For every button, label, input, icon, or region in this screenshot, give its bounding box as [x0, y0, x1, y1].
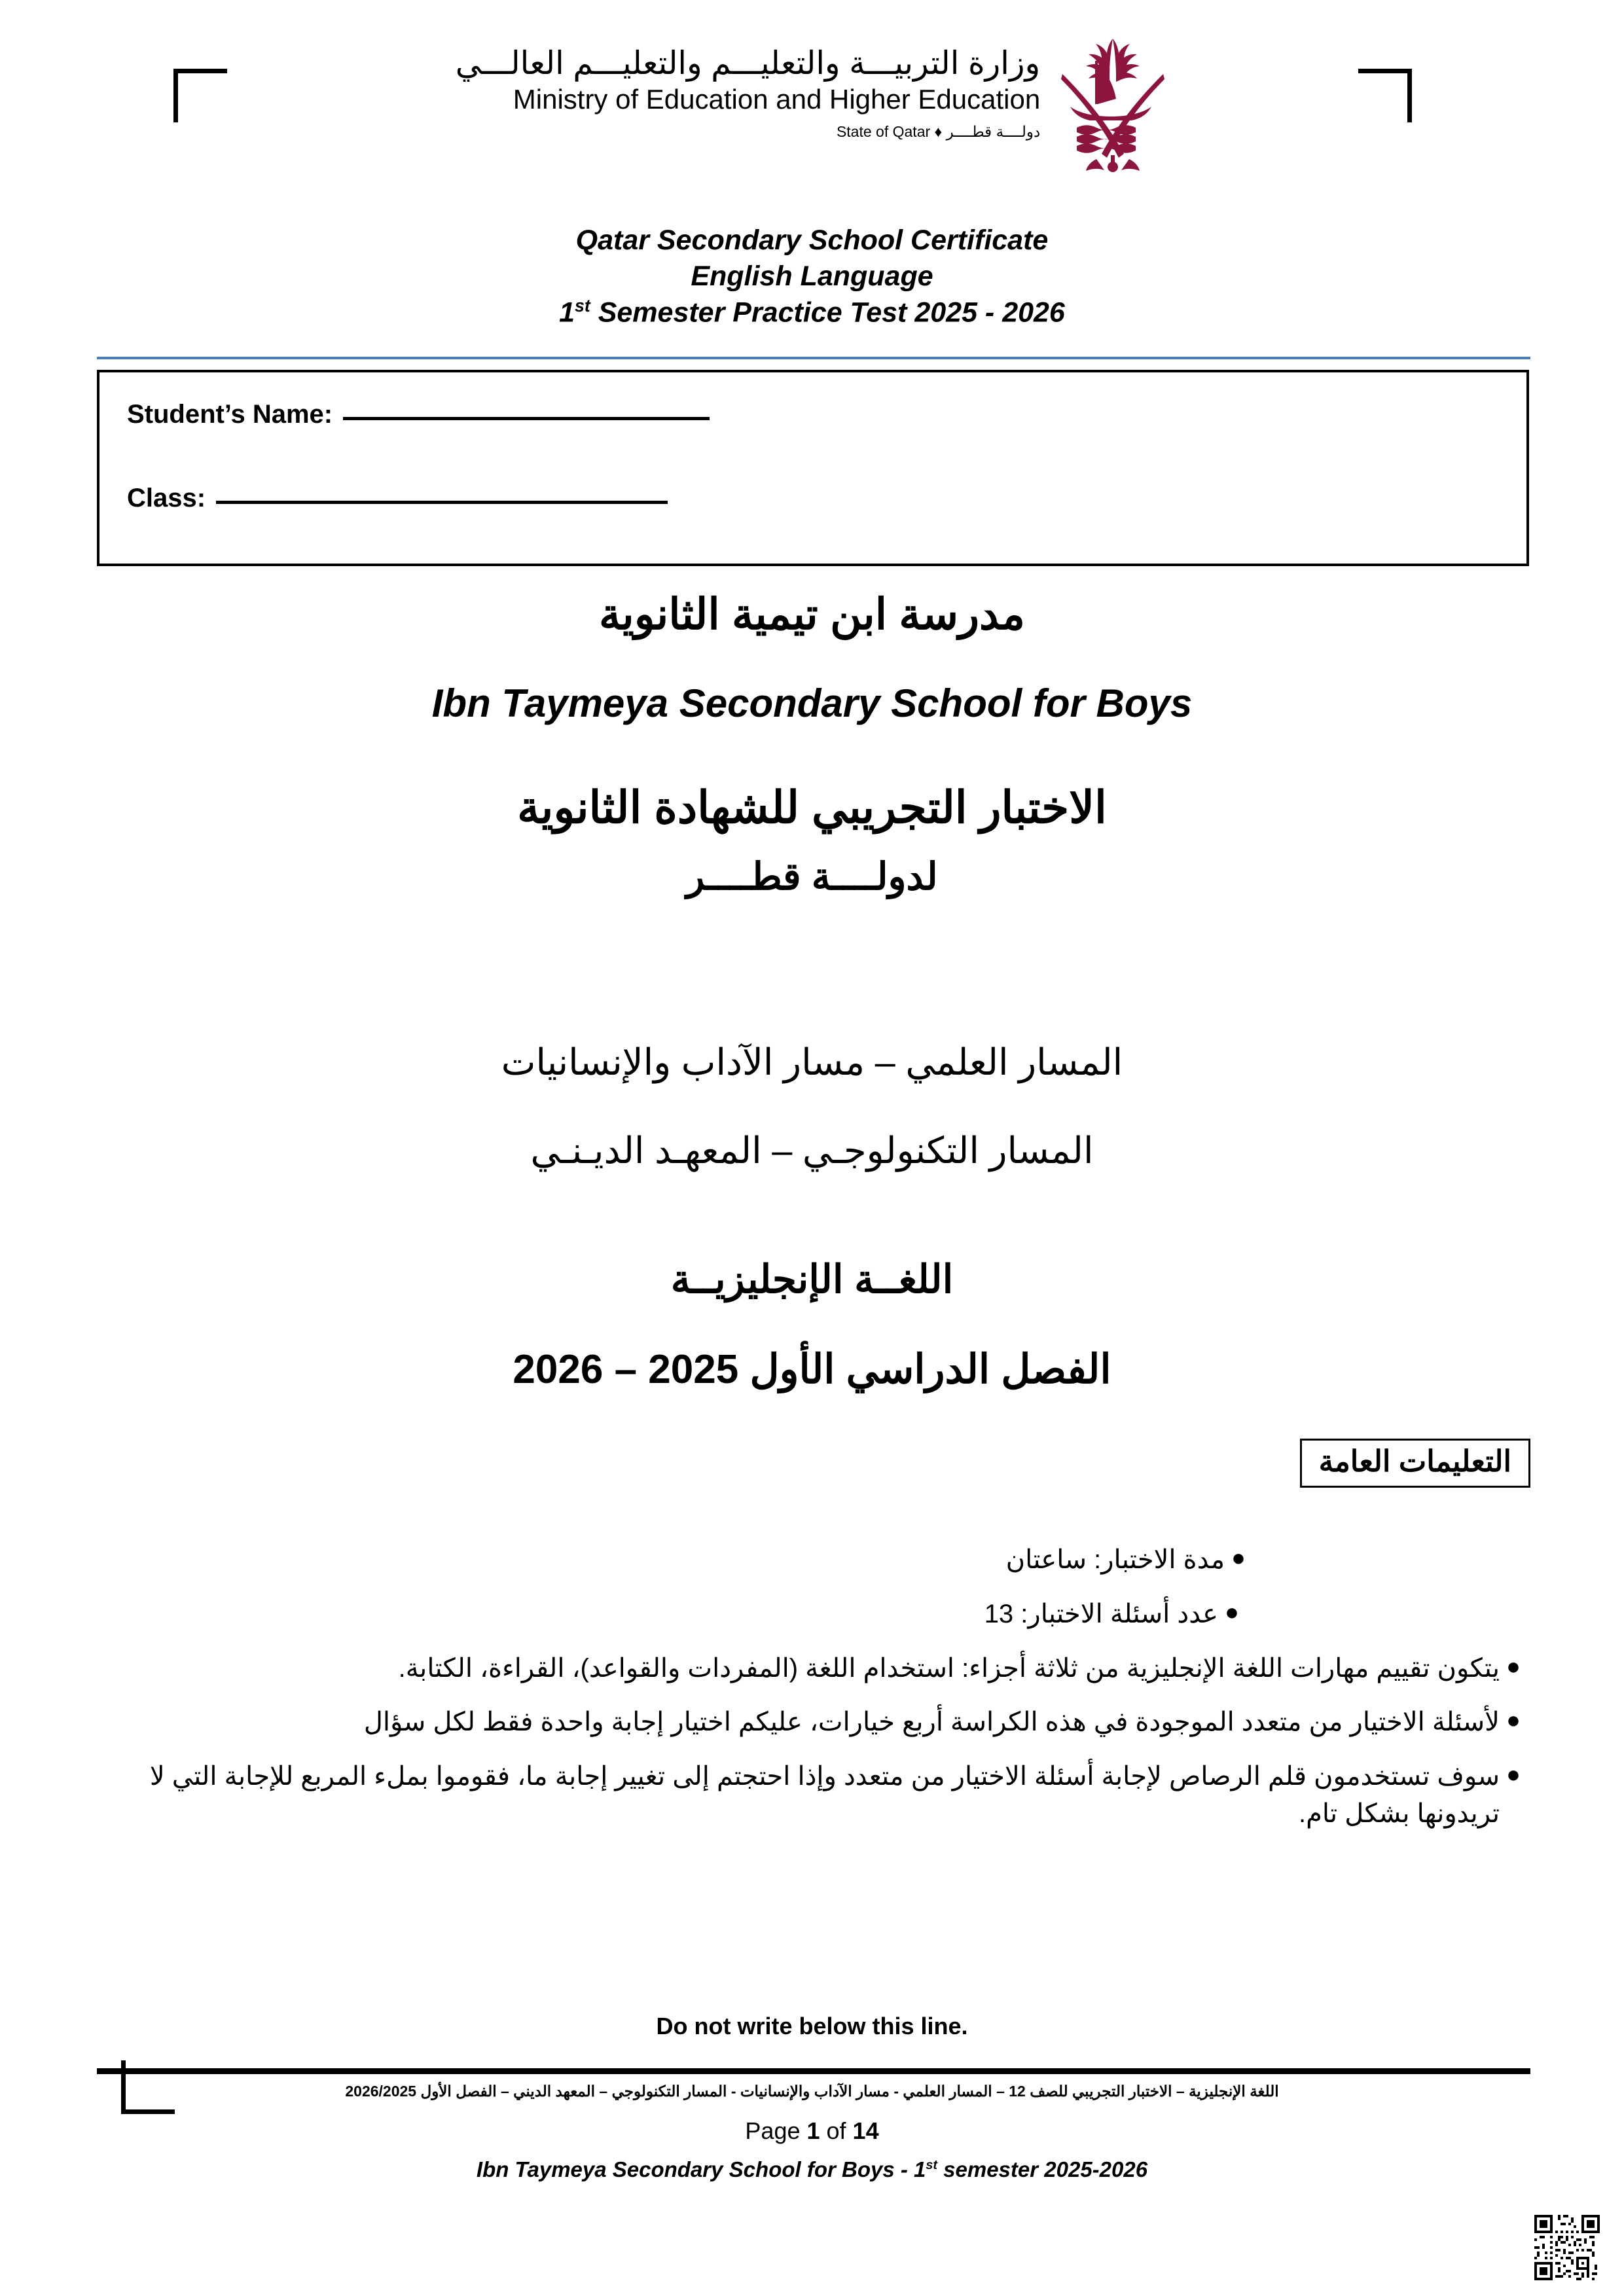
- term-arabic: الفصل الدراسي الأول 2025 – 2026: [513, 1347, 1111, 1392]
- footer-arabic-line: اللغة الإنجليزية – الاختبار التجريبي للصف 12 – المسار العلمي - مسار الآداب والإنسانيات - المسار التكنولوجي – المعهد الديني – الفصل الأول 2026/2025: [345, 2083, 1279, 2100]
- qatar-state-emblem-icon: [1057, 36, 1168, 175]
- ministry-text-block: [456, 36, 1040, 140]
- header-divider: [97, 357, 1530, 359]
- instruction-text: لأسئلة الاختيار من متعدد الموجودة في هذه الكراسة أربع خيارات، عليكم اختيار إجابة واحدة فقط لكل سؤال: [363, 1708, 1500, 1737]
- instruction-item: [94, 1650, 1527, 1687]
- instruction-item: [94, 1541, 1252, 1579]
- instructions-title: التعليمات العامة: [1300, 1439, 1530, 1488]
- instruction-text: مدة الاختبار: ساعتان: [1005, 1545, 1225, 1574]
- bullet-icon: ●: [1225, 1598, 1239, 1625]
- instruction-text: عدد أسئلة الاختبار: 13: [984, 1599, 1218, 1628]
- page-middle: of: [820, 2117, 853, 2144]
- footer-ordinal-suffix: st: [926, 2158, 937, 2172]
- page-total: 14: [852, 2117, 879, 2144]
- instructions-list: [94, 1541, 1527, 1850]
- title-line-certificate: Qatar Secondary School Certificate: [575, 224, 1049, 256]
- ministry-state-label: دولــــة قطــــر ♦ State of Qatar: [836, 123, 1041, 141]
- subject-arabic: اللغــة الإنجليزيــة: [670, 1257, 954, 1301]
- instruction-text: سوف تستخدمون قلم الرصاص لإجابة أسئلة الاختيار من متعدد وإذا احتجتم إلى تغيير إجابة ما، فقوموا بملء المربع للإجابة التي لا تريدونها بشكل تام.: [149, 1762, 1500, 1828]
- do-not-write-notice: Do not write below this line.: [656, 2013, 968, 2039]
- semester-ordinal: 1: [559, 296, 575, 329]
- semester-ordinal-suffix: st: [575, 296, 590, 316]
- page-prefix: Page: [745, 2117, 807, 2144]
- exam-title-arabic-line1: الاختبار التجريبي للشهادة الثانوية: [517, 783, 1107, 833]
- student-name-label: Student’s Name:: [127, 400, 333, 429]
- track-line-technology-religious: المسار التكنولوجـي – المعهـد الديـنـي: [530, 1130, 1094, 1171]
- qr-code-icon: [1534, 2215, 1600, 2280]
- track-line-science-arts: المسار العلمي – مسار الآداب والإنسانيات: [501, 1041, 1123, 1083]
- exam-title-arabic-line2: لدولــــة قطــــر: [686, 855, 938, 898]
- student-info-box: [97, 370, 1529, 566]
- semester-rest: Semester Practice Test 2025 - 2026: [590, 296, 1065, 329]
- instruction-item: [94, 1758, 1527, 1833]
- bullet-icon: ●: [1506, 1652, 1521, 1679]
- student-name-row: [127, 400, 710, 429]
- instruction-text: يتكون تقييم مهارات اللغة الإنجليزية من ثلاثة أجزاء: استخدام اللغة (المفردات والقواعد)، القراءة، الكتابة.: [398, 1653, 1500, 1683]
- bullet-icon: ●: [1506, 1706, 1521, 1734]
- footer-divider: [97, 2068, 1530, 2074]
- ministry-name-arabic: وزارة التربيـــة والتعليـــم والتعليـــم العالـــي: [455, 46, 1041, 81]
- instruction-item: [94, 1704, 1527, 1741]
- title-line-subject: English Language: [691, 260, 933, 293]
- footer-english-line: [0, 2157, 1624, 2182]
- title-line-semester: [0, 295, 1624, 331]
- instruction-item: [94, 1596, 1246, 1633]
- bullet-icon: ●: [1231, 1544, 1246, 1571]
- footer-english-pre: Ibn Taymeya Secondary School for Boys - 1: [476, 2157, 926, 2181]
- page-title: [0, 223, 1624, 331]
- footer-english-post: semester 2025-2026: [937, 2157, 1148, 2181]
- page-current: 1: [806, 2117, 820, 2144]
- bullet-icon: ●: [1506, 1761, 1521, 1788]
- school-name-english: Ibn Taymeya Secondary School for Boys: [431, 681, 1193, 725]
- ministry-header: [0, 36, 1624, 175]
- school-name-arabic: مدرسة ابن تيمية الثانوية: [599, 590, 1025, 638]
- instructions-title-wrap: [1300, 1439, 1530, 1488]
- student-class-label: Class:: [127, 484, 206, 512]
- student-class-input[interactable]: [216, 500, 668, 504]
- student-name-input[interactable]: [343, 416, 710, 420]
- ministry-name-english: Ministry of Education and Higher Education: [513, 83, 1041, 115]
- student-class-row: [127, 484, 668, 513]
- page-number: [0, 2117, 1624, 2145]
